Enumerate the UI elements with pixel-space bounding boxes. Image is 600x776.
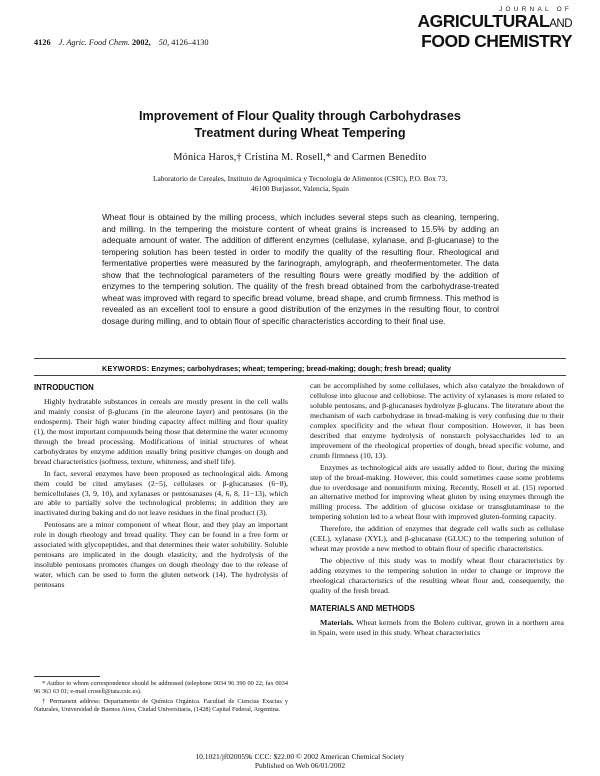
paragraph: Pentosans are a minor component of wheat flour, and they play an important role in dough rheology and bread quality. They can be found in a free form or associated with glycopeptides, and that determines their water solubility. Soluble pentosans are implicated in the dough elasticity, and the hydrolysis of the insoluble pentosans promotes changes on dough rheology due to the release of water, which can be used to form the gluten network (14). The hydrolysis of pentosans [34, 520, 288, 590]
keywords-label: KEYWORDS: [102, 364, 150, 373]
doi-line: 10.1021/jf020059k CCC: $22.00 © 2002 American Chemical Society [195, 752, 405, 761]
footnotes [34, 680, 288, 715]
journal-citation: J. Agric. Food Chem. [58, 38, 130, 47]
citation-year: 2002, [132, 38, 151, 47]
publication-date: Published on Web 06/01/2002 [254, 761, 346, 770]
section-heading-introduction: INTRODUCTION [34, 383, 94, 392]
authors: Mónica Haros,† Cristina M. Rosell,* and Carmen Benedito [173, 152, 427, 163]
section-heading-materials-methods: MATERIALS AND METHODS [310, 604, 415, 614]
paragraph: Enzymes as technological aids are usually added to flour, during the mixing step of the bread-making. However, this could sometimes cause some problems due to overdosage and nonuniform mixing. Recently, Rosell et al. (15) reported an alternative method for improving wheat gluten by using enzymes through the milling process. The addition of glucose oxidase or transglutaminase to the tempering solution led to a wheat flour with improved gluten-forming capacity. [310, 462, 564, 522]
left-column [34, 381, 288, 592]
citation-volume: 50, [158, 38, 170, 47]
keywords-text: Enzymes; carbohydrases; wheat; tempering; bread-making; dough; fresh bread; quality [151, 364, 451, 373]
affiliation-line-2: 46100 Burjassot, Valencia, Spain [251, 184, 349, 193]
paragraph: The objective of this study was to modify wheat flour characteristics by adding enzymes to the tempering solution in order to change or improve the rheological characteristics of the resulting wheat flour and, consequently, the quality of the fresh bread. [310, 556, 564, 596]
abstract: Wheat flour is obtained by the milling process, which includes several steps such as cleaning, tempering, and milling. In the tempering the moisture content of wheat grains is increased to 15.5% by adding an adequate amount of water. The addition of different enzymes (cellulase, xylanase, and β-glucanase) to the tempering solution has been tested in order to modify the quality of the resulting flour. Rheological and fermentative properties were measured by the farinograph, amylograph, and rheofermentometer. The data show that the technological parameters of the resulting flours were greatly modified by the addition of enzymes to the tempering solution. The quality of the fresh bread obtained from the carbohydrase-treated wheat was improved with regard to specific bread volume, bread shape, and crumb firmness. This method is revealed as an excellent tool to ensure a good distribution of the enzymes in the resulting flour, to control dosage during milling, and to obtain flour of specific characteristics according to their final use. [102, 213, 499, 326]
footnote-rule [34, 676, 100, 677]
paragraph: can be accomplished by some cellulases, which also catalyze the breakdown of cellulose into glucose and cellobiose. The activity of xylanases is more related to soluble pentosans, and β-glucanases hydrolyze β-glucans. The literature about the mechanism of each carbohydrase in bread-making is very confusing due to their complex specificity and the wheat flour composition. However, it has been described that enzyme hydrolysis of nonstarch polysaccharides led to an improvement of the rheological properties of dough, bread specific volume, and crumb firmness (10, 13). [310, 381, 564, 460]
journal-logo-top: JOURNAL OF [499, 6, 572, 13]
title-line-2: Treatment during Wheat Tempering [194, 126, 406, 140]
footnote-correspondence: * Author to whom correspondence should be addressed (telephone 0034 96 390 00 22; fax 0034 96 363 63 01; e-mail crosell@iata.csic.es). [34, 680, 288, 696]
paragraph [310, 618, 564, 638]
affiliation-line-1: Laboratorio de Cereales, Instituto de Agroquímica y Tecnología de Alimentos (CSIC), P.O. Box 73, [152, 174, 448, 183]
paragraph: Highly hydratable substances in cereals are mostly present in the cell walls and mainly consist of β-glucans (in the aleurone layer) and pentosans (in the endosperm). Their high water binding capacity affect milling and flour quality (1), the most important compounds being those that determine the water economy through the bread processing. Modifications of initial structures of wheat carbohydrates by enzyme addition usually bring positive changes on dough and bread characteristics (softness, texture, whiteness, and shelf life). [34, 396, 288, 466]
doi-footer [150, 752, 450, 770]
keywords [102, 364, 522, 373]
paragraph-text: Wheat kernels from the Bolero cultivar, grown in a northern area in Spain, were used in this study. Wheat characteristics [310, 617, 564, 637]
keywords-rule-top [34, 358, 566, 359]
subsection-label: Materials. [320, 617, 354, 627]
journal-logo-line2: FOOD CHEMISTRY [421, 31, 572, 51]
footnote-permanent-address: † Permanent address: Departamento de Química Orgánica. Facultad de Ciencias Exactas y Naturales, Universidad de Buenos Aires, Ciudad Universitaria, (1428) Capital Federal, Argentina. [34, 697, 288, 713]
title-line-1: Improvement of Flour Quality through Carbohydrases [139, 109, 461, 123]
affiliation [120, 174, 480, 194]
journal-logo [396, 6, 572, 50]
running-head [34, 38, 209, 47]
paragraph: In fact, several enzymes have been proposed as technological aids. Among them could be cited amylases (2−5), cellulases or β-glucanases (6−8), hemicellulases (3, 9, 10), and xylanases or pentosanases (4, 6, 8, 11−13), which are able to partially solve the technological problems; in addition they are inactivated during baking and do not leave residues in the final product (3). [34, 468, 288, 518]
journal-logo-and: AND [549, 18, 572, 30]
journal-logo-line1: AGRICULTURALAND [417, 11, 572, 31]
citation-pages: 4126–4130 [171, 38, 209, 47]
article-title [40, 108, 560, 142]
page-number: 4126 [34, 38, 51, 47]
paragraph: Therefore, the addition of enzymes that degrade cell walls such as cellulase (CEL), xylanase (XYL), and β-glucanase (GLUC) to the tempering solution of wheat may provide a new method to obtain flour of specific characteristics. [310, 524, 564, 554]
right-column [310, 381, 564, 640]
keywords-rule-bottom [34, 375, 566, 376]
